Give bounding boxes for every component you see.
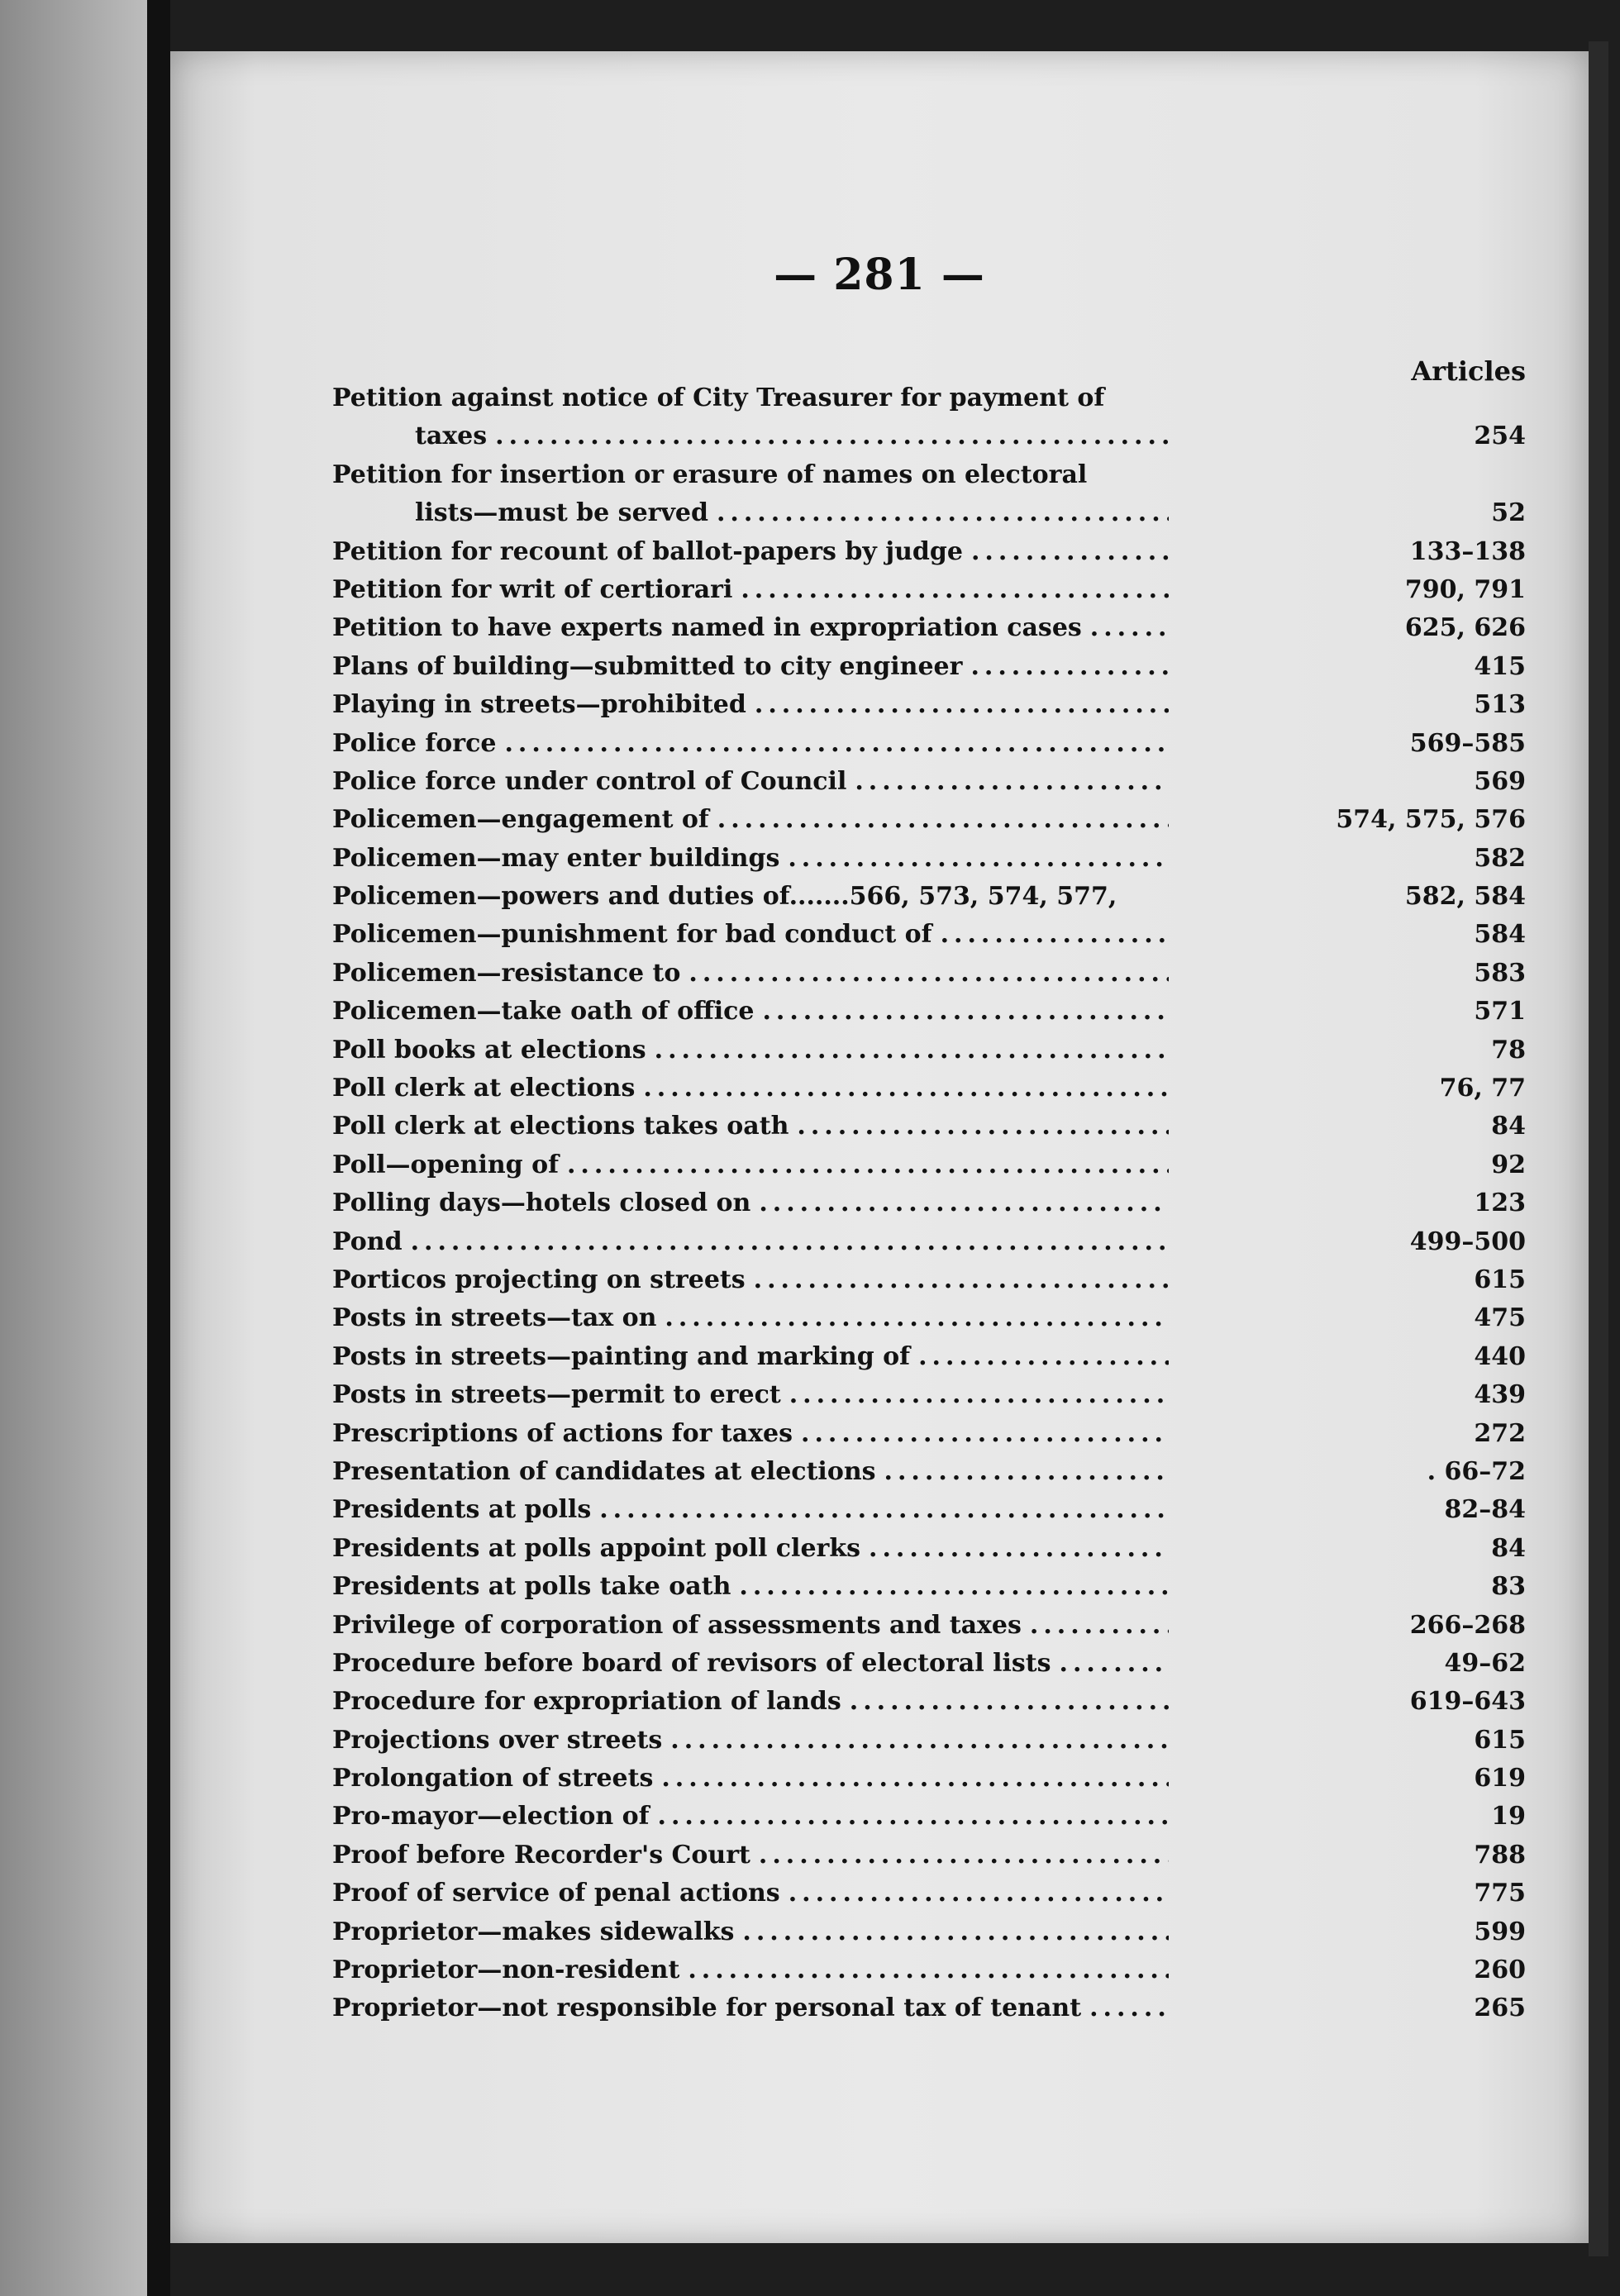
article-reference: 49–62 — [1444, 1648, 1526, 1678]
entry-lead — [332, 1572, 1169, 1601]
entry-lead — [332, 1342, 1169, 1371]
facing-page-edge — [0, 0, 147, 2296]
dot-leader — [918, 1342, 1169, 1371]
entry-label: lists—must be served — [415, 498, 708, 528]
dot-leader — [742, 1917, 1169, 1946]
entry-lead — [332, 1917, 1169, 1946]
article-reference: 266–268 — [1409, 1610, 1526, 1640]
dot-leader — [754, 1265, 1169, 1294]
article-reference: 254 — [1474, 422, 1526, 451]
entry-label: Procedure for expropriation of lands — [332, 1687, 841, 1717]
index-entry — [332, 498, 1526, 536]
entry-lead — [332, 1380, 1169, 1409]
dot-leader — [670, 1726, 1169, 1755]
entry-label: Plans of building—submitted to city engineer — [332, 651, 963, 681]
index-entry — [332, 1764, 1526, 1802]
entry-lead — [332, 1112, 1169, 1141]
entry-lead — [332, 1534, 1169, 1563]
entry-lead — [332, 1188, 1169, 1217]
entry-label: Posts in streets—tax on — [332, 1303, 657, 1333]
dot-leader — [855, 767, 1169, 796]
entry-label: Procedure before board of revisors of electoral lists — [332, 1648, 1051, 1678]
index-entry — [332, 1611, 1526, 1649]
article-reference: 775 — [1474, 1879, 1526, 1908]
article-reference: 582, 584 — [1404, 882, 1526, 912]
dot-leader — [941, 920, 1169, 949]
entry-label: Proprietor—not responsible for personal tax of tenant — [332, 1994, 1082, 2023]
article-reference: 513 — [1474, 690, 1526, 720]
index-entry — [332, 460, 1526, 498]
entry-lead — [332, 652, 1169, 681]
dot-leader — [1060, 1649, 1169, 1678]
article-reference: 790, 791 — [1404, 574, 1526, 604]
entry-label: Proprietor—makes sidewalks — [332, 1917, 735, 1946]
article-reference: 499–500 — [1409, 1227, 1526, 1256]
article-reference: 123 — [1474, 1188, 1526, 1218]
article-reference: 440 — [1474, 1341, 1526, 1371]
dot-leader — [599, 1495, 1169, 1524]
dot-leader — [759, 1188, 1169, 1217]
index-entry — [332, 1955, 1526, 1994]
entry-lead — [332, 1457, 1169, 1486]
article-reference: 78 — [1491, 1035, 1526, 1065]
entry-label: Poll—opening of — [332, 1150, 559, 1179]
entry-label: Pro-mayor—election of — [332, 1802, 650, 1832]
index-entry — [332, 1419, 1526, 1457]
dot-leader — [971, 537, 1169, 566]
article-reference: 619–643 — [1409, 1687, 1526, 1717]
entry-lead — [332, 460, 1169, 489]
entry-label: Pond — [332, 1227, 403, 1256]
index-entry — [332, 1495, 1526, 1533]
entry-lead — [332, 613, 1169, 642]
dot-leader — [643, 1074, 1169, 1103]
article-reference: 76, 77 — [1439, 1074, 1526, 1103]
dot-leader — [1030, 1611, 1169, 1640]
article-reference: 260 — [1474, 1955, 1526, 1985]
entry-lead — [332, 1036, 1169, 1065]
index-entry — [332, 383, 1526, 422]
entry-lead — [332, 1611, 1169, 1640]
article-reference: 272 — [1474, 1418, 1526, 1448]
entry-lead — [332, 1419, 1169, 1448]
dot-leader — [1090, 613, 1169, 642]
index-entry — [332, 1802, 1526, 1840]
index-entry — [332, 805, 1526, 843]
dot-leader — [688, 959, 1169, 988]
entry-lead — [332, 690, 1169, 719]
entry-lead — [332, 1726, 1169, 1755]
article-reference: 625, 626 — [1404, 613, 1526, 643]
dot-leader — [717, 805, 1169, 834]
entry-label: Posts in streets—permit to erect — [332, 1380, 781, 1410]
entry-lead — [332, 1150, 1169, 1179]
entry-label: Policemen—powers and duties of.......566, 573, 574, 577, — [332, 882, 1117, 912]
article-reference: 265 — [1474, 1994, 1526, 2023]
index-entry — [332, 1265, 1526, 1303]
entry-lead — [332, 882, 1169, 911]
article-reference: 571 — [1474, 997, 1526, 1027]
entry-label: Policemen—engagement of — [332, 805, 709, 835]
entry-label: Proof of service of penal actions — [332, 1879, 780, 1908]
index-entry — [332, 1036, 1526, 1074]
entry-lead — [332, 1764, 1169, 1793]
index-entries — [332, 383, 1526, 2032]
entry-lead — [332, 422, 1169, 450]
index-entry — [332, 422, 1526, 460]
dot-leader — [655, 1036, 1169, 1065]
entry-label: Petition against notice of City Treasurer for payment of — [332, 383, 1105, 412]
article-reference: 133–138 — [1409, 536, 1526, 566]
index-entry — [332, 1112, 1526, 1150]
dot-leader — [504, 729, 1169, 758]
article-reference: 569 — [1474, 766, 1526, 796]
index-entry — [332, 1074, 1526, 1112]
article-reference: 584 — [1474, 920, 1526, 950]
entry-label: Presentation of candidates at elections — [332, 1456, 876, 1486]
dot-leader — [495, 422, 1169, 450]
index-entry — [332, 1994, 1526, 2032]
dot-leader — [884, 1457, 1169, 1486]
article-reference: 582 — [1474, 843, 1526, 873]
index-entry — [332, 997, 1526, 1035]
article-reference: 92 — [1491, 1150, 1526, 1179]
index-entry — [332, 1380, 1526, 1418]
dot-leader — [1089, 1994, 1169, 2022]
dot-leader — [688, 1955, 1169, 1984]
index-entry — [332, 1457, 1526, 1495]
index-entry — [332, 1726, 1526, 1764]
article-reference: 615 — [1474, 1265, 1526, 1294]
dot-leader — [869, 1534, 1169, 1563]
dot-leader — [661, 1764, 1169, 1793]
column-header-articles: Articles — [1411, 355, 1526, 387]
entry-label: Presidents at polls take oath — [332, 1572, 731, 1602]
entry-label: Police force under control of Council — [332, 766, 847, 796]
entry-label: Projections over streets — [332, 1725, 663, 1755]
entry-label: Presidents at polls — [332, 1495, 592, 1525]
article-reference: 619 — [1474, 1764, 1526, 1793]
dot-leader — [717, 498, 1169, 527]
entry-label: Poll clerk at elections — [332, 1074, 636, 1103]
article-reference: 439 — [1474, 1380, 1526, 1410]
entry-label: Police force — [332, 728, 497, 758]
entry-lead — [332, 1265, 1169, 1294]
entry-lead — [332, 805, 1169, 834]
entry-lead — [332, 1649, 1169, 1678]
index-entry — [332, 1841, 1526, 1879]
dot-leader — [970, 652, 1169, 681]
article-reference: 599 — [1474, 1917, 1526, 1946]
index-entry — [332, 1227, 1526, 1265]
article-reference: 84 — [1491, 1112, 1526, 1141]
index-entry — [332, 652, 1526, 690]
entry-lead — [332, 498, 1169, 527]
article-reference: 83 — [1491, 1572, 1526, 1602]
entry-lead — [332, 1841, 1169, 1870]
entry-label: Petition for insertion or erasure of names on electoral — [332, 460, 1088, 489]
entry-lead — [332, 1227, 1169, 1256]
entry-lead — [332, 844, 1169, 873]
index-entry — [332, 882, 1526, 920]
dot-leader — [788, 844, 1169, 873]
dot-leader — [759, 1841, 1169, 1870]
article-reference: 84 — [1491, 1533, 1526, 1563]
dot-leader — [789, 1380, 1169, 1409]
entry-label: Posts in streets—painting and marking of — [332, 1341, 911, 1371]
index-entry — [332, 1572, 1526, 1610]
index-entry — [332, 537, 1526, 575]
entry-lead — [332, 959, 1169, 988]
entry-label: Policemen—punishment for bad conduct of — [332, 920, 932, 950]
entry-label: Proprietor—non-resident — [332, 1955, 680, 1985]
page-number: — 281 — — [774, 250, 985, 300]
index-entry — [332, 959, 1526, 997]
entry-label: Policemen—resistance to — [332, 958, 681, 988]
dot-leader — [850, 1687, 1169, 1716]
entry-lead — [332, 1074, 1169, 1103]
entry-lead — [332, 575, 1169, 604]
index-entry — [332, 1649, 1526, 1687]
dot-leader — [801, 1419, 1169, 1448]
index-entry — [332, 1534, 1526, 1572]
entry-lead — [332, 1802, 1169, 1831]
index-entry — [332, 613, 1526, 651]
index-entry — [332, 1879, 1526, 1917]
index-page — [170, 51, 1589, 2243]
dot-leader — [741, 575, 1169, 604]
entry-label: Petition to have experts named in expropriation cases — [332, 613, 1082, 643]
dot-leader — [658, 1802, 1169, 1831]
index-entry — [332, 1150, 1526, 1188]
entry-label: Playing in streets—prohibited — [332, 690, 746, 720]
entry-label: Prolongation of streets — [332, 1764, 654, 1793]
entry-label: Privilege of corporation of assessments and taxes — [332, 1610, 1022, 1640]
entry-label: Prescriptions of actions for taxes — [332, 1418, 793, 1448]
entry-label: Poll books at elections — [332, 1035, 646, 1065]
article-reference: 19 — [1491, 1802, 1526, 1832]
entry-label: Policemen—may enter buildings — [332, 843, 780, 873]
entry-label: Presidents at polls appoint poll clerks — [332, 1533, 861, 1563]
index-entry — [332, 1188, 1526, 1227]
entry-lead — [332, 729, 1169, 758]
index-entry — [332, 690, 1526, 728]
dot-leader — [665, 1303, 1169, 1332]
article-reference: 569–585 — [1409, 728, 1526, 758]
entry-lead — [332, 920, 1169, 949]
index-entry — [332, 729, 1526, 767]
index-entry — [332, 575, 1526, 613]
dot-leader — [789, 1879, 1169, 1908]
dot-leader — [762, 997, 1169, 1026]
article-reference: 574, 575, 576 — [1336, 805, 1526, 835]
entry-lead — [332, 1687, 1169, 1716]
entry-label: Proof before Recorder's Court — [332, 1840, 750, 1870]
dot-leader — [797, 1112, 1169, 1141]
entry-lead — [332, 1994, 1169, 2022]
article-reference: 52 — [1491, 498, 1526, 528]
index-entry — [332, 1687, 1526, 1725]
index-entry — [332, 767, 1526, 805]
article-reference: 475 — [1474, 1303, 1526, 1333]
index-entry — [332, 1342, 1526, 1380]
entry-lead — [332, 383, 1169, 412]
entry-label: Petition for writ of certiorari — [332, 574, 733, 604]
article-reference: 82–84 — [1444, 1495, 1526, 1525]
entry-lead — [332, 537, 1169, 566]
page-edge-shadow — [1589, 41, 1608, 2256]
dot-leader — [411, 1227, 1169, 1256]
article-reference: 788 — [1474, 1840, 1526, 1870]
entry-label: Poll clerk at elections takes oath — [332, 1112, 789, 1141]
entry-label: Porticos projecting on streets — [332, 1265, 746, 1294]
article-reference: 415 — [1474, 651, 1526, 681]
entry-label: taxes — [415, 422, 488, 451]
index-entry — [332, 1917, 1526, 1955]
index-entry — [332, 844, 1526, 882]
article-reference: . 66–72 — [1427, 1456, 1526, 1486]
entry-lead — [332, 1303, 1169, 1332]
entry-label: Polling days—hotels closed on — [332, 1188, 751, 1218]
book-gutter — [147, 0, 170, 2296]
article-reference: 615 — [1474, 1725, 1526, 1755]
entry-lead — [332, 997, 1169, 1026]
entry-label: Petition for recount of ballot-papers by judge — [332, 536, 963, 566]
entry-lead — [332, 1955, 1169, 1984]
dot-leader — [567, 1150, 1169, 1179]
article-reference: 583 — [1474, 958, 1526, 988]
dot-leader — [739, 1572, 1169, 1601]
entry-lead — [332, 1879, 1169, 1908]
entry-lead — [332, 1495, 1169, 1524]
index-entry — [332, 920, 1526, 958]
entry-label: Policemen—take oath of office — [332, 997, 755, 1027]
dot-leader — [755, 690, 1169, 719]
index-entry — [332, 1303, 1526, 1341]
entry-lead — [332, 767, 1169, 796]
